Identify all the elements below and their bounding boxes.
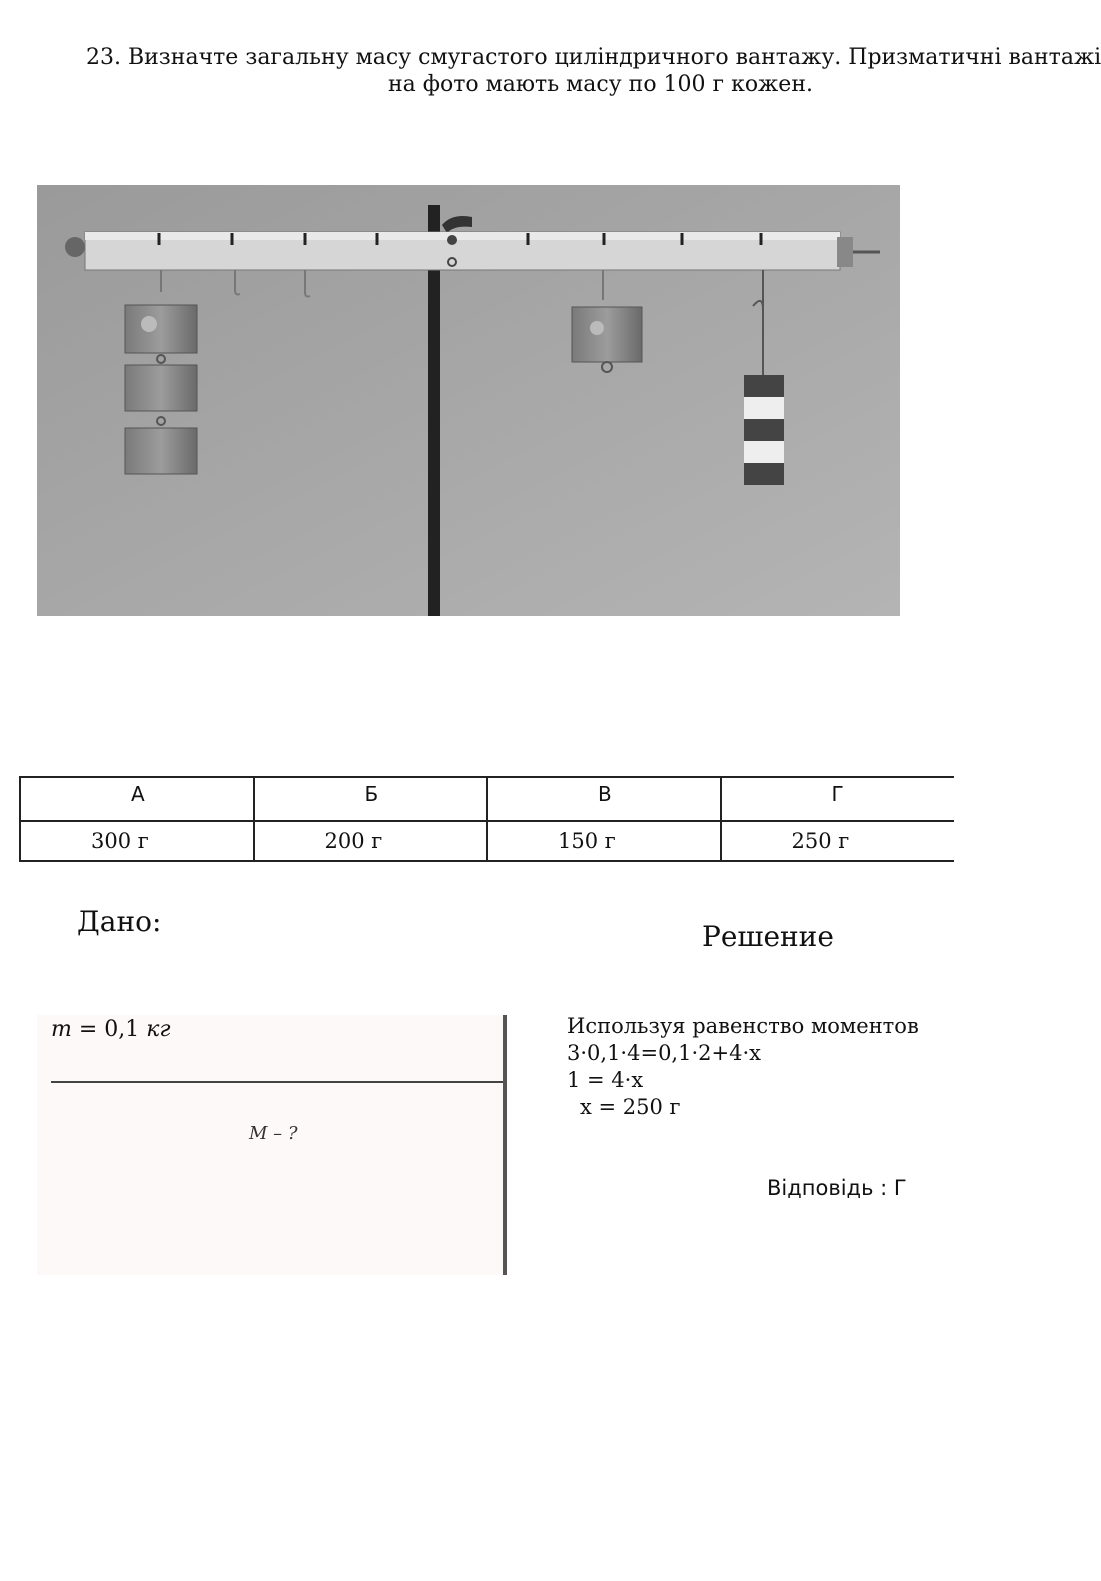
solution-text xyxy=(567,1013,919,1121)
answer-label: Відповідь : xyxy=(767,1176,894,1200)
lever-photo xyxy=(37,185,900,616)
answer-letters-row xyxy=(20,777,954,821)
given-mass xyxy=(51,1017,171,1042)
option-letter-a: А xyxy=(20,777,254,821)
option-value-a: 300 г xyxy=(20,821,254,861)
solution-line-1: Используя равенство моментов xyxy=(567,1014,919,1038)
answer-values-row xyxy=(20,821,954,861)
given-heading: Дано: xyxy=(77,905,162,938)
solution-line-4: x = 250 г xyxy=(580,1095,681,1119)
mass-unit: кг xyxy=(146,1017,171,1042)
solution-line-2: 3·0,1·4=0,1·2+4·x xyxy=(567,1041,761,1065)
given-box xyxy=(37,1015,504,1275)
given-unknown: M – ? xyxy=(249,1123,298,1144)
option-value-b: 200 г xyxy=(254,821,488,861)
solution-heading: Решение xyxy=(702,920,834,953)
given-divider-line xyxy=(51,1081,504,1083)
solution-line-3: 1 = 4·x xyxy=(567,1068,644,1092)
option-letter-b: Б xyxy=(254,777,488,821)
problem-line-1: 23. Визначте загальну масу смугастого циліндричного вантажу. Призматичні вантажі xyxy=(86,45,1101,70)
mass-value: = 0,1 xyxy=(71,1017,147,1042)
problem-statement xyxy=(86,44,1101,97)
mass-symbol: m xyxy=(51,1017,72,1042)
answer-options-table xyxy=(19,776,954,862)
final-answer xyxy=(767,1176,907,1200)
problem-line-2: на фото мають масу по 100 г кожен. xyxy=(388,72,813,97)
lever-bar xyxy=(65,232,880,270)
given-solution-separator xyxy=(503,1015,507,1275)
option-value-g: 250 г xyxy=(721,821,955,861)
option-letter-v: В xyxy=(487,777,721,821)
option-value-v: 150 г xyxy=(487,821,721,861)
option-letter-g: Г xyxy=(721,777,955,821)
answer-value: Г xyxy=(893,1176,907,1200)
